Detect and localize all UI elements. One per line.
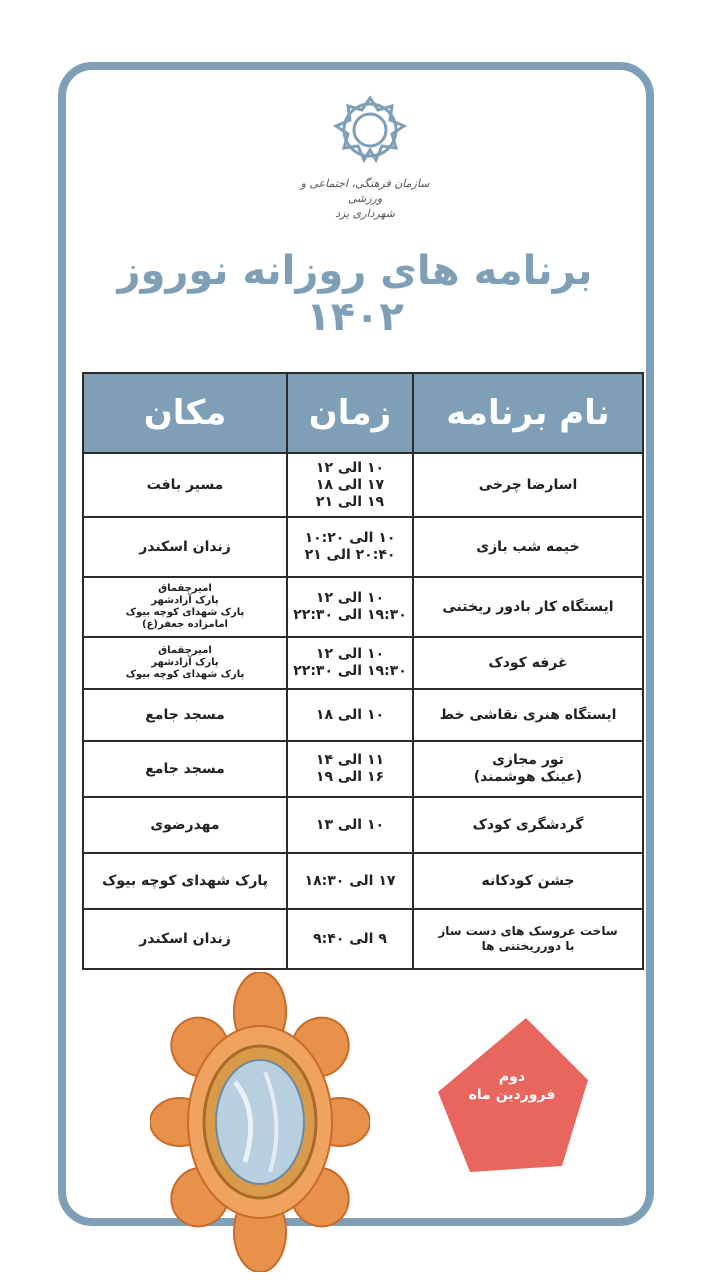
program-cell: جشن کودکانه (413, 853, 643, 909)
logo-emblem-icon (322, 92, 418, 168)
program-cell: ایستگاه هنری نقاشی خط (413, 689, 643, 741)
time-cell: ۱۰ الی ۱۸ (287, 689, 413, 741)
table-header-row (83, 373, 643, 453)
table-row (83, 577, 643, 637)
time-cell: ۱۰ الی ۱۲ ۱۹:۳۰ الی ۲۲:۳۰ (287, 637, 413, 689)
place-cell: زندان اسکندر (83, 909, 287, 969)
date-badge-day: دوم (498, 1069, 526, 1085)
table-row (83, 689, 643, 741)
place-cell: مهدرضوی (83, 797, 287, 853)
program-cell: تور مجازی (عینک هوشمند) (413, 741, 643, 797)
time-cell: ۱۰ الی ۱۰:۲۰ ۲۰:۴۰ الی ۲۱ (287, 517, 413, 577)
page-title: برنامه های روزانه نوروز ۱۴۰۲ (117, 248, 593, 340)
time-cell: ۱۱ الی ۱۴ ۱۶ الی ۱۹ (287, 741, 413, 797)
place-cell: مسجد جامع (83, 689, 287, 741)
date-badge (434, 1068, 590, 1104)
flower-jewel-illustration-icon (150, 972, 370, 1272)
time-cell: ۹ الی ۹:۴۰ (287, 909, 413, 969)
schedule-table (82, 372, 644, 970)
table-row (83, 453, 643, 517)
header-place: مکان (83, 373, 287, 453)
table-row (83, 637, 643, 689)
place-cell: مسجد جامع (83, 741, 287, 797)
place-cell: امیرچقماق پارک آزادشهر پارک شهدای کوچه بیوک امامزاده جعفر(ع) (83, 577, 287, 637)
date-badge-month: فروردین ماه (468, 1087, 556, 1103)
program-cell: گردشگری کودک (413, 797, 643, 853)
program-cell: خیمه شب بازی (413, 517, 643, 577)
table-row (83, 741, 643, 797)
time-cell: ۱۰ الی ۱۲ ۱۷ الی ۱۸ ۱۹ الی ۲۱ (287, 453, 413, 517)
place-cell: زندان اسکندر (83, 517, 287, 577)
organization-name: سازمان فرهنگی، اجتماعی و ورزشی شهرداری یزد (300, 177, 430, 220)
time-cell: ۱۰ الی ۱۲ ۱۹:۳۰ الی ۲۲:۳۰ (287, 577, 413, 637)
header-program: نام برنامه (413, 373, 643, 453)
program-cell: ایستگاه کار بادور ریختنی (413, 577, 643, 637)
program-cell: غرفه کودک (413, 637, 643, 689)
place-cell: امیرچقماق پارک آزادشهر پارک شهدای کوچه بیوک (83, 637, 287, 689)
table-row (83, 853, 643, 909)
program-cell: اسارضا چرخی (413, 453, 643, 517)
table-row (83, 517, 643, 577)
time-cell: ۱۰ الی ۱۳ (287, 797, 413, 853)
program-cell: ساخت عروسک های دست ساز با دورریختنی ها (413, 909, 643, 969)
table-row (83, 909, 643, 969)
table-row (83, 797, 643, 853)
place-cell: مسیر بافت (83, 453, 287, 517)
place-cell: پارک شهدای کوچه بیوک (83, 853, 287, 909)
header-time: زمان (287, 373, 413, 453)
time-cell: ۱۷ الی ۱۸:۳۰ (287, 853, 413, 909)
